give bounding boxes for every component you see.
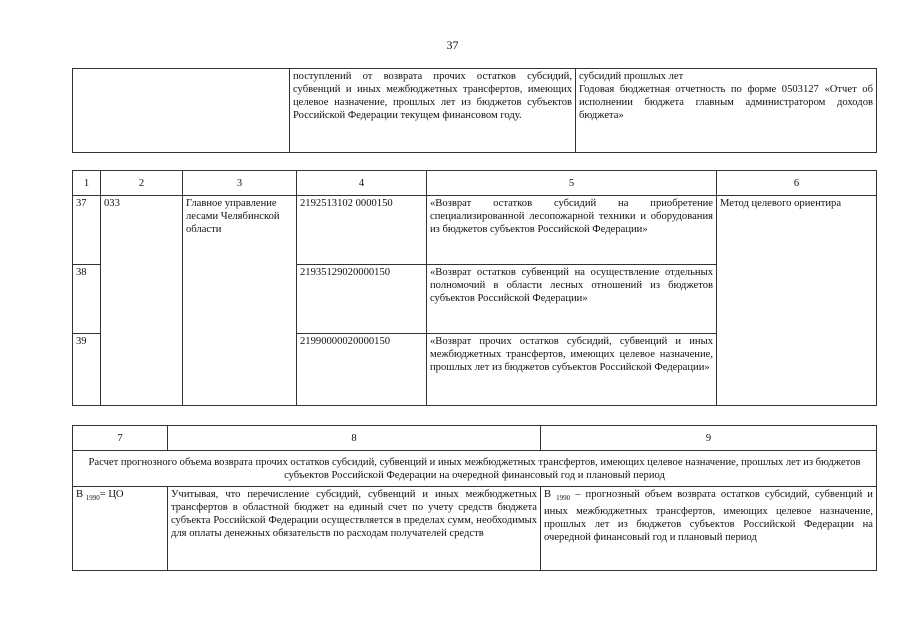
continuation-description-cell: поступлений от возврата прочих остатков субсидий, субвенций и иных межбюджетных трансфертов, имеющих целевое назначение, прошлых лет из бюджетов субъектов Российской Федерации текущем финансовом году. xyxy=(290,69,576,153)
header-col-1: 1 xyxy=(73,171,101,196)
header-col-2: 2 xyxy=(101,171,183,196)
header-col-3: 3 xyxy=(183,171,297,196)
continuation-table xyxy=(72,68,877,153)
calculation-header-row xyxy=(73,426,877,451)
section-title-row xyxy=(73,451,877,487)
budget-code-cell: 21990000020000150 xyxy=(297,334,427,406)
page-number: 37 xyxy=(446,38,459,52)
header-col-8: 8 xyxy=(168,426,541,451)
budget-code-cell: 2192513102 0000150 xyxy=(297,196,427,265)
continuation-source-line1: субсидий прошлых лет xyxy=(579,71,684,82)
row-number: 38 xyxy=(73,265,101,334)
header-col-9: 9 xyxy=(541,426,877,451)
table-row xyxy=(73,196,877,265)
calculation-table xyxy=(72,425,877,571)
header-col-5: 5 xyxy=(427,171,717,196)
continuation-source-cell xyxy=(576,69,877,153)
continuation-row xyxy=(73,69,877,153)
description-cell: «Возврат прочих остатков субсидий, субвенций и иных межбюджетных трансфертов, имеющих целевое назначение, прошлых лет из бюджетов субъектов Российской Федерации» xyxy=(427,334,717,406)
admin-name-cell: Главное управление лесами Челябинской области xyxy=(183,196,297,406)
row-number: 39 xyxy=(73,334,101,406)
method-cell: Метод целевого ориентира xyxy=(717,196,877,406)
continuation-empty-cell xyxy=(73,69,290,153)
formula-explanation-cell: Учитывая, что перечисление субсидий, субвенций и иных межбюджетных трансфертов в областной бюджет на единый счет по учету средств бюджета субъекта Российской Федерации осуществляется в пределах сумм, необходимых для оплаты денежных обязательств по расходам получателей средств xyxy=(168,487,541,571)
header-col-6: 6 xyxy=(717,171,877,196)
formula-cell: В $_{1990}$= ЦО xyxy=(73,487,168,571)
continuation-source-rest: Годовая бюджетная отчетность по форме 0503127 «Отчет об исполнении бюджета главным администратором доходов бюджета» xyxy=(579,84,873,121)
header-col-4: 4 xyxy=(297,171,427,196)
formula-row xyxy=(73,487,877,571)
budget-code-cell: 21935129020000150 xyxy=(297,265,427,334)
description-cell: «Возврат остатков субсидий на приобретение специализированной лесопожарной техники и оборудования из бюджетов субъектов Российской Федерации» xyxy=(427,196,717,265)
admin-code-cell: 033 xyxy=(101,196,183,406)
formula-variable-cell: В $_{1990}$ – прогнозный объем возврата остатков субсидий, субвенций и иных межбюджетных трансфертов, имеющих целевое назначение, прошлых лет из бюджетов субъектов Российской Федерации на очередной финансовый год и плановый период xyxy=(541,487,877,571)
section-title: Расчет прогнозного объема возврата прочих остатков субсидий, субвенций и иных межбюджетных трансфертов, имеющих целевое назначение, прошлых лет из бюджетов субъектов Российской Федерации на очередной финансовый год и плановый период xyxy=(73,451,877,487)
row-number: 37 xyxy=(73,196,101,265)
header-col-7: 7 xyxy=(73,426,168,451)
revenue-table xyxy=(72,170,877,406)
revenue-header-row xyxy=(73,171,877,196)
description-cell: «Возврат остатков субвенций на осуществление отдельных полномочий в области лесных отношений из бюджетов субъектов Российской Федерации» xyxy=(427,265,717,334)
